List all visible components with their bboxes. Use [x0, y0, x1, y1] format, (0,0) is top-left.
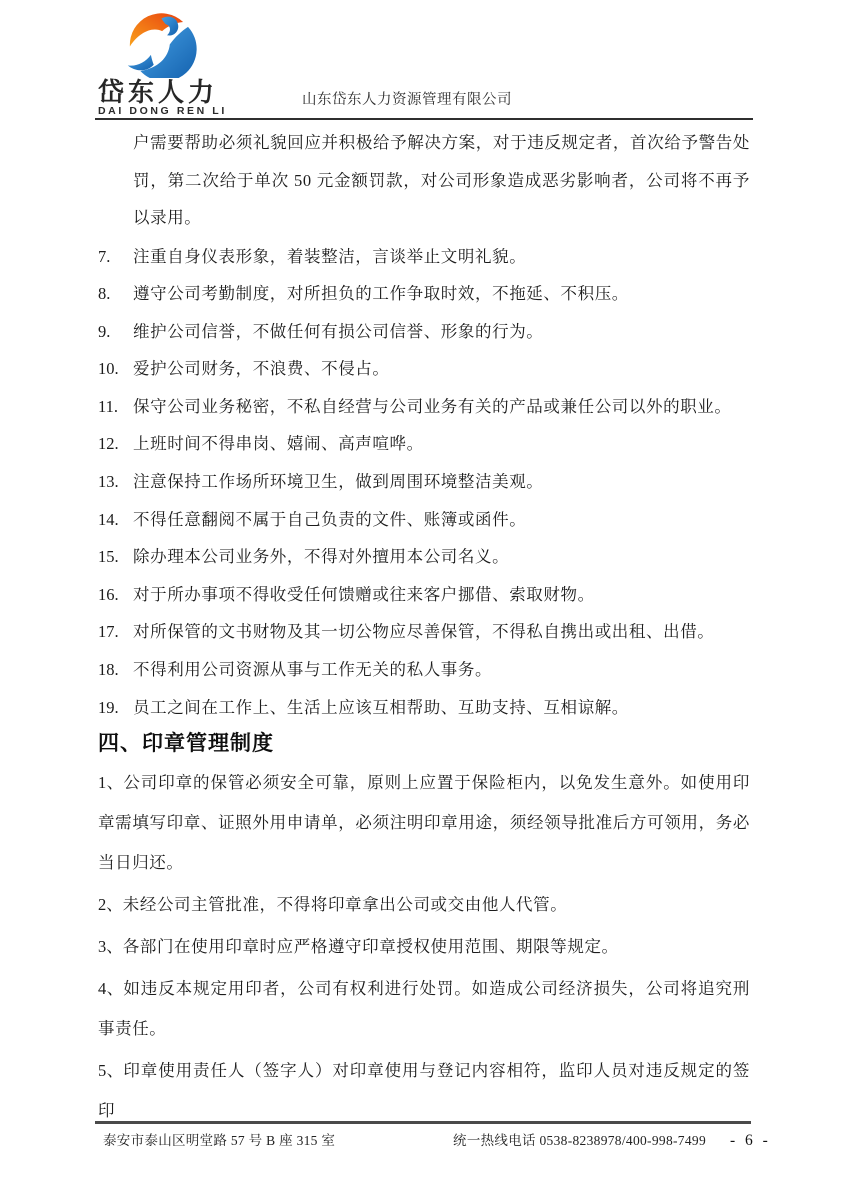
- item-text: 上班时间不得串岗、嬉闹、高声喧哗。: [133, 434, 424, 454]
- item-number: 4、: [98, 979, 124, 999]
- item-text: 对于所办事项不得收受任何馈赠或往来客户挪借、索取财物。: [133, 584, 595, 604]
- item-number: 7.: [98, 246, 111, 266]
- item-number: 9.: [98, 321, 111, 341]
- page-number: - 6 -: [730, 1132, 771, 1149]
- item-text: 对所保管的文书财物及其一切公物应尽善保管，不得私自携出或出租、出借。: [133, 622, 715, 642]
- list-item: [98, 538, 750, 576]
- logo-mark-icon: [112, 8, 208, 78]
- company-name: 山东岱东人力资源管理有限公司: [302, 92, 512, 108]
- item-number: 14.: [98, 509, 119, 529]
- list-item: [98, 689, 750, 727]
- list-item: [98, 350, 750, 388]
- list-item: [98, 313, 750, 351]
- header-divider: [95, 118, 753, 120]
- item-text: 如违反本规定用印者，公司有权利进行处罚。如造成公司经济损失，公司将追究刑事责任。: [98, 979, 751, 1039]
- footer-divider: [95, 1121, 751, 1124]
- item-text: 印章使用责任人（签字人）对印章使用与登记内容相符，监印人员对违反规定的签印: [98, 1061, 751, 1121]
- item-text: 未经公司主管批准，不得将印章拿出公司或交由他人代管。: [122, 895, 568, 915]
- item-text: 注意保持工作场所环境卫生，做到周围环境整洁美观。: [133, 472, 544, 492]
- list-item: [98, 885, 750, 925]
- list-item: [98, 763, 750, 883]
- seal-rules-list: [98, 763, 750, 1131]
- item-text: 遵守公司考勤制度，对所担负的工作争取时效，不拖延、不积压。: [133, 284, 629, 304]
- item-number: 2、: [98, 895, 123, 915]
- item-number: 17.: [98, 622, 119, 642]
- page-header: [0, 6, 848, 118]
- list-item: [98, 969, 750, 1049]
- page-footer: [103, 1129, 706, 1149]
- list-item: [98, 927, 750, 967]
- list-item: [98, 463, 750, 501]
- item-text: 不得利用公司资源从事与工作无关的私人事务。: [133, 660, 493, 680]
- item-text: 不得任意翻阅不属于自己负责的文件、账簿或函件。: [133, 509, 527, 529]
- item-number: 19.: [98, 697, 119, 717]
- item-number: 5、: [98, 1061, 124, 1081]
- item-text: 员工之间在工作上、生活上应该互相帮助、互助支持、互相谅解。: [133, 697, 629, 717]
- document-body: [98, 124, 750, 1133]
- item-number: 1、: [98, 773, 124, 793]
- continuation-paragraph: 户需要帮助必须礼貌回应并积极给予解决方案，对于违反规定者，首次给予警告处罚，第二次给于单次 50 元金额罚款，对公司形象造成恶劣影响者，公司将不再予以录用。: [133, 133, 750, 227]
- list-item: [98, 275, 750, 313]
- list-item: [98, 1051, 750, 1131]
- item-number: 18.: [98, 660, 119, 680]
- item-number: 8.: [98, 284, 111, 304]
- list-item: [98, 238, 750, 276]
- list-item: [98, 501, 750, 539]
- company-logo: [98, 8, 263, 118]
- item-number: 16.: [98, 584, 119, 604]
- list-item: [98, 576, 750, 614]
- footer-hotline: 统一热线电话 0538-8238978/400-998-7499: [453, 1133, 706, 1148]
- item-text: 注重自身仪表形象，着装整洁，言谈举止文明礼貌。: [133, 246, 527, 266]
- item-number: 13.: [98, 472, 119, 492]
- list-item: [98, 425, 750, 463]
- item-number: 3、: [98, 937, 123, 957]
- item-text: 除办理本公司业务外，不得对外擅用本公司名义。: [133, 547, 510, 567]
- item-text: 各部门在使用印章时应严格遵守印章授权使用范围、期限等规定。: [122, 937, 619, 957]
- item-number: 15.: [98, 547, 119, 567]
- item-text: 保守公司业务秘密，不私自经营与公司业务有关的产品或兼任公司以外的职业。: [133, 396, 732, 416]
- item-text: 维护公司信誉，不做任何有损公司信誉、形象的行为。: [133, 321, 544, 341]
- item-number: 12.: [98, 434, 119, 454]
- logo-text-cn: 岱东人力: [98, 77, 219, 107]
- list-item: [98, 388, 750, 426]
- footer-address: 泰安市泰山区明堂路 57 号 B 座 315 室: [103, 1133, 336, 1148]
- logo-text-en: DAI DONG REN LI: [98, 105, 227, 118]
- list-item: [98, 613, 750, 651]
- section-heading: 四、印章管理制度: [98, 731, 274, 756]
- item-number: 10.: [98, 359, 119, 379]
- item-text: 爱护公司财务，不浪费、不侵占。: [133, 359, 390, 379]
- list-item: [98, 651, 750, 689]
- item-number: 11.: [98, 396, 119, 416]
- conduct-rules-list: [98, 238, 750, 727]
- item-text: 公司印章的保管必须安全可靠，原则上应置于保险柜内，以免发生意外。如使用印章需填写印章、证照外用申请单，必须注明印章用途，须经领导批准后方可领用，务必当日归还。: [98, 773, 751, 873]
